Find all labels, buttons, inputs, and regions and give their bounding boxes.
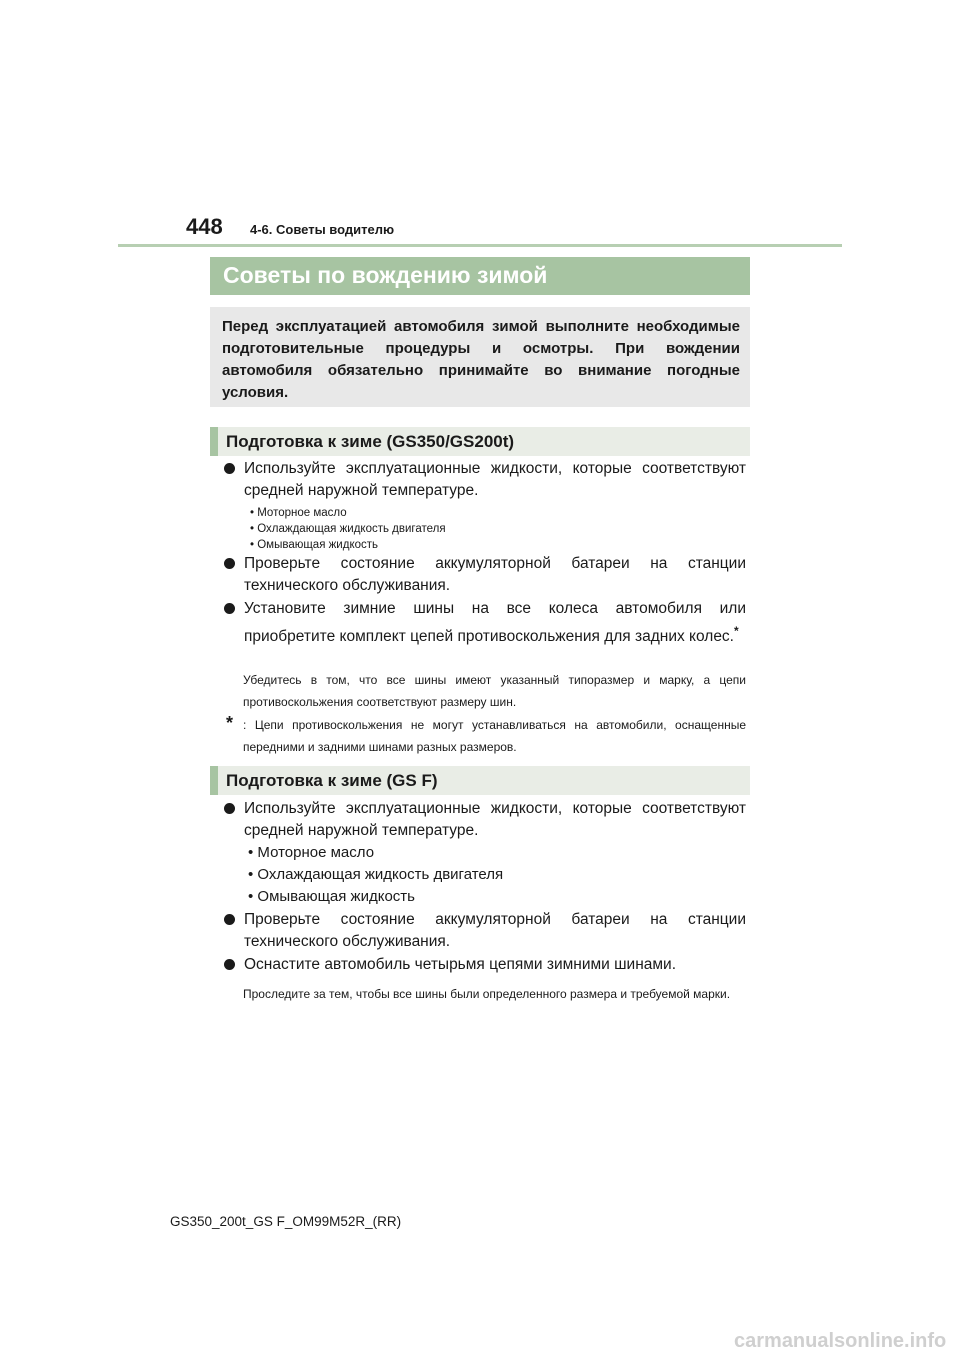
list-item bbox=[224, 458, 746, 502]
bullet-text: Проверьте состояние аккумуляторной батареи на станции технического обслуживания. bbox=[244, 555, 746, 594]
footnote-text: : Цепи противоскольжения не могут устанавливаться на автомобили, оснащенные передними и задними шинами разных размеров. bbox=[243, 718, 746, 754]
page-title: Советы по вождению зимой bbox=[210, 257, 750, 295]
bullet-text: Используйте эксплуатационные жидкости, которые соответствуют средней наружной температуре. bbox=[244, 800, 746, 839]
page-number: 448 bbox=[186, 214, 223, 239]
bullet-icon bbox=[224, 959, 235, 970]
bullet-icon bbox=[224, 914, 235, 925]
fluid-sublist bbox=[250, 505, 446, 553]
bullet-icon bbox=[224, 558, 235, 569]
list-item bbox=[224, 598, 746, 648]
intro-box: Перед эксплуатацией автомобиля зимой выполните необходимые подготовительные процедуры и осмотры. При вождении автомобиля обязательно принимайте во внимание погодные условия. bbox=[210, 307, 750, 407]
list-item bbox=[224, 553, 746, 597]
bullet-icon bbox=[224, 803, 235, 814]
footnote-mark: * bbox=[226, 713, 234, 733]
sublist-item: • Моторное масло bbox=[248, 844, 375, 861]
footnote-star: * bbox=[734, 624, 739, 638]
bullet-text: Проверьте состояние аккумуляторной батареи на станции технического обслуживания. bbox=[244, 911, 746, 950]
sublist-item: • Моторное масло bbox=[250, 507, 347, 519]
sublist-item: • Охлаждающая жидкость двигателя bbox=[250, 523, 446, 535]
sublist-item: • Охлаждающая жидкость двигателя bbox=[248, 866, 504, 883]
sublist-item: • Омывающая жидкость bbox=[248, 888, 415, 905]
note-text: Проследите за тем, чтобы все шины были определенного размера и требуемой марки. bbox=[243, 987, 731, 1001]
header-divider bbox=[118, 244, 842, 247]
note-text: Убедитесь в том, что все шины имеют указанный типоразмер и марку, а цепи противоскольжения соответствуют размеру шин. bbox=[243, 673, 746, 709]
page-footer: GS350_200t_GS F_OM99M52R_(RR) bbox=[170, 1214, 402, 1229]
bullet-text: Используйте эксплуатационные жидкости, которые соответствуют средней наружной температуре. bbox=[244, 460, 746, 499]
chapter-title: 4-6. Советы водителю bbox=[250, 222, 395, 237]
list-item bbox=[224, 798, 746, 842]
bullet-icon bbox=[224, 603, 235, 614]
section-heading-gs350: Подготовка к зиме (GS350/GS200t) bbox=[210, 427, 750, 456]
bullet-icon bbox=[224, 463, 235, 474]
fluid-sublist bbox=[248, 842, 503, 908]
list-item bbox=[224, 954, 746, 976]
watermark: carmanualsonline.info bbox=[734, 1330, 947, 1352]
bullet-text: Установите зимние шины на все колеса автомобиля или приобретите комплект цепей противоскольжения для задних колес. bbox=[244, 600, 746, 646]
list-item bbox=[224, 909, 746, 953]
section-heading-gsf: Подготовка к зиме (GS F) bbox=[210, 766, 750, 795]
sublist-item: • Омывающая жидкость bbox=[250, 539, 379, 551]
bullet-text: Оснастите автомобиль четырьмя цепями зимними шинами. bbox=[244, 956, 677, 973]
